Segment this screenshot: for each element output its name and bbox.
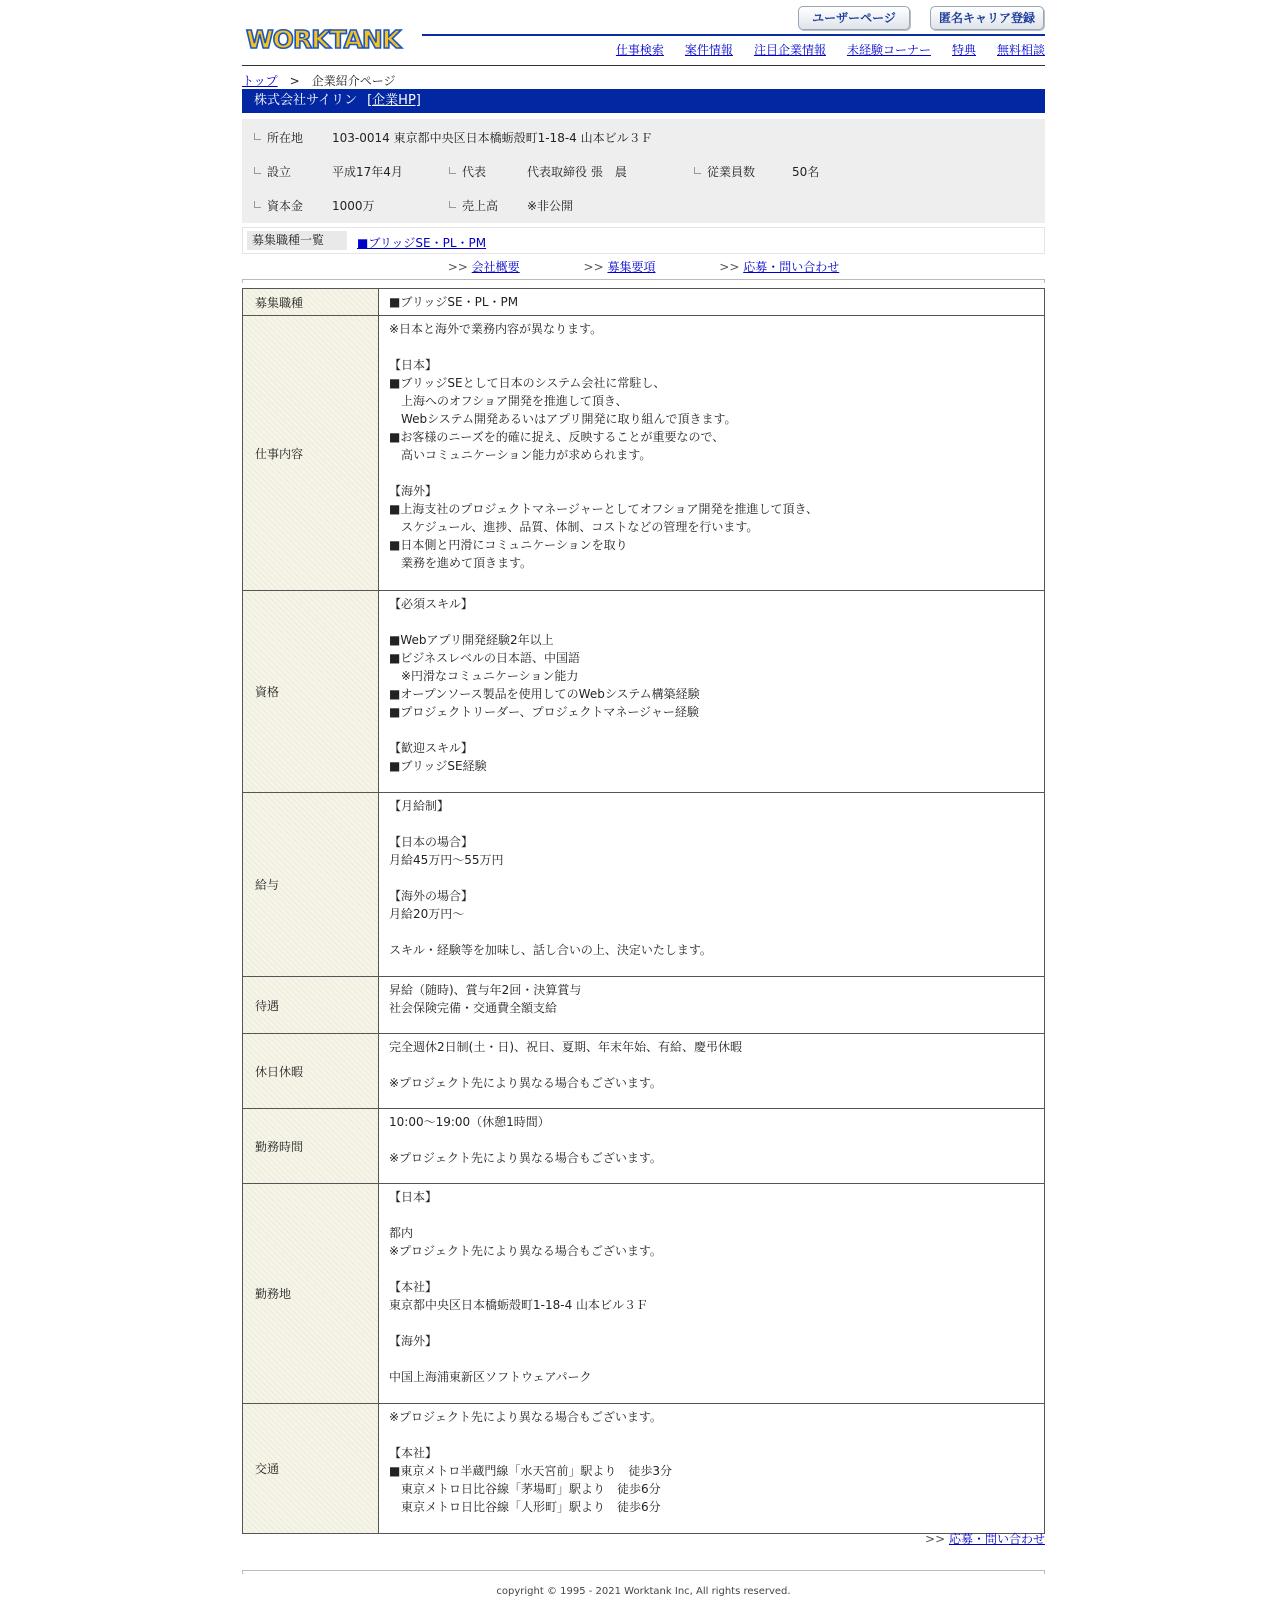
sales-label: 売上高 bbox=[449, 197, 498, 214]
section-nav bbox=[242, 258, 1045, 275]
employees-value: 50名 bbox=[792, 165, 820, 179]
cell-line: ■お客様のニーズを的確に捉え、反映することが重要なので、 bbox=[389, 430, 725, 444]
founded-label: 設立 bbox=[254, 163, 291, 180]
cell-line: ■Webアプリ開発経験2年以上 bbox=[389, 633, 554, 647]
company-overview-link[interactable]: 会社概要 bbox=[471, 260, 520, 274]
job-detail-table bbox=[242, 288, 1045, 1534]
cell-line: ■上海支社のプロジェクトマネージャーとしてオフショア開発を推進して頂き、 bbox=[389, 502, 819, 516]
capital-value: 1000万 bbox=[332, 199, 375, 213]
cell-line: 【月給制】 bbox=[389, 799, 450, 813]
company-info-box bbox=[242, 119, 1045, 223]
row-label-job-type: 募集職種 bbox=[243, 289, 379, 316]
nav-free-consultation[interactable]: 無料相談 bbox=[996, 43, 1045, 57]
apply-contact-link-bottom[interactable]: 応募・問い合わせ bbox=[948, 1532, 1045, 1546]
company-title-bar bbox=[242, 89, 1045, 113]
row-value-qualification bbox=[379, 591, 1045, 793]
cell-line bbox=[389, 923, 1034, 941]
cell-line: 【海外】 bbox=[389, 1334, 438, 1348]
footer-copyright: copyright © 1995 - 2021 Worktank Inc, All rights reserved. bbox=[496, 1586, 791, 1597]
nav-featured-companies[interactable]: 注目企業情報 bbox=[753, 43, 826, 57]
cell-line bbox=[389, 721, 1034, 739]
row-value-location bbox=[379, 1184, 1045, 1404]
representative-label: 代表 bbox=[449, 163, 486, 180]
cell-line: 【歓迎スキル】 bbox=[389, 741, 473, 755]
cell-line: 【海外の場合】 bbox=[389, 889, 474, 903]
anonymous-career-register-button[interactable]: 匿名キャリア登録 bbox=[930, 6, 1044, 30]
cell-line: 中国上海浦東新区ソフトウェアパーク bbox=[389, 1370, 592, 1384]
cell-line: 社会保険完備・交通費全額支給 bbox=[389, 1001, 558, 1015]
row-value-benefits bbox=[379, 977, 1045, 1034]
row-label-access: 交通 bbox=[243, 1404, 379, 1534]
nav-benefits[interactable]: 特典 bbox=[951, 43, 976, 57]
row-value-salary bbox=[379, 793, 1045, 977]
cell-line: 月給45万円～55万円 bbox=[389, 853, 504, 867]
section-frame-top bbox=[242, 279, 1045, 283]
table-row bbox=[243, 1184, 1045, 1404]
company-hp-link[interactable]: [企業HP] bbox=[367, 93, 421, 108]
header-divider bbox=[422, 34, 1045, 36]
cell-line: 東京メトロ日比谷線「茅場町」駅より 徒歩6分 bbox=[389, 1482, 661, 1496]
cell-line: ■ビジネスレベルの日本語、中国語 bbox=[389, 651, 580, 665]
row-value-access bbox=[379, 1404, 1045, 1534]
table-row bbox=[243, 289, 1045, 316]
cell-line bbox=[389, 1426, 1034, 1444]
row-label-salary: 給与 bbox=[243, 793, 379, 977]
capital-label: 資本金 bbox=[254, 197, 303, 214]
table-row bbox=[243, 793, 1045, 977]
row-value-job-type bbox=[379, 289, 1045, 316]
breadcrumb-separator: > bbox=[289, 74, 300, 88]
nav-beginners-corner[interactable]: 未経験コーナー bbox=[846, 43, 931, 57]
cell-line bbox=[389, 613, 1034, 631]
employees-label: 従業員数 bbox=[694, 163, 755, 180]
arrow-prefix: >> bbox=[447, 260, 468, 274]
worktank-logo[interactable] bbox=[244, 14, 404, 58]
cell-line: ■東京メトロ半蔵門線「水天宮前」駅より 徒歩3分 bbox=[389, 1464, 672, 1478]
cell-line bbox=[389, 338, 1034, 356]
cell-line: ※プロジェクト先により異なる場合もございます。 bbox=[389, 1410, 662, 1424]
cell-line bbox=[389, 1056, 1034, 1074]
user-page-button[interactable]: ユーザーページ bbox=[798, 6, 910, 30]
cell-line bbox=[389, 815, 1034, 833]
cell-line bbox=[389, 869, 1034, 887]
row-label-location: 勤務地 bbox=[243, 1184, 379, 1404]
cell-line: 【日本の場合】 bbox=[389, 835, 474, 849]
row-label-benefits: 待遇 bbox=[243, 977, 379, 1034]
job-type-link[interactable]: ■ブリッジSE・PL・PM bbox=[357, 236, 487, 250]
cell-line: ■ブリッジSEとして日本のシステム会社に常駐し、 bbox=[389, 376, 666, 390]
cell-line: 業務を進めて頂きます。 bbox=[389, 556, 533, 570]
row-label-hours: 勤務時間 bbox=[243, 1109, 379, 1184]
table-row bbox=[243, 316, 1045, 591]
cell-line bbox=[389, 1314, 1034, 1332]
cell-line: 【本社】 bbox=[389, 1280, 438, 1294]
cell-line bbox=[389, 1206, 1034, 1224]
cell-line: ※円滑なコミュニケーション能力 bbox=[389, 669, 579, 683]
representative-value: 代表取締役 張 晨 bbox=[527, 165, 627, 179]
cell-line: スキル・経験等を加味し、話し合いの上、決定いたします。 bbox=[389, 943, 712, 957]
row-label-work: 仕事内容 bbox=[243, 316, 379, 591]
cell-line: ■ブリッジSE・PL・PM bbox=[389, 295, 519, 309]
table-row bbox=[243, 977, 1045, 1034]
cell-line: 【海外】 bbox=[389, 484, 438, 498]
cell-line: ■日本側と円滑にコミュニケーションを取り bbox=[389, 538, 628, 552]
cell-line: 東京都中央区日本橋蛎殻町1-18-4 山本ビル３Ｆ bbox=[389, 1298, 649, 1312]
cell-line: 完全週休2日制(土・日)、祝日、夏期、年末年始、有給、慶弔休暇 bbox=[389, 1040, 743, 1054]
cell-line: ※プロジェクト先により異なる場合もございます。 bbox=[389, 1244, 662, 1258]
cell-line: スケジュール、進捗、品質、体制、コストなどの管理を行います。 bbox=[389, 520, 759, 534]
nav-job-search[interactable]: 仕事検索 bbox=[615, 43, 664, 57]
breadcrumb-current: 企業紹介ページ bbox=[311, 74, 396, 88]
cell-line: Webシステム開発あるいはアプリ開発に取り組んで頂きます。 bbox=[389, 412, 737, 426]
location-label: 所在地 bbox=[254, 129, 303, 146]
job-types-label: 募集職種一覧 bbox=[247, 231, 347, 250]
cell-line: 【必須スキル】 bbox=[389, 597, 473, 611]
cell-line: 【日本】 bbox=[389, 358, 438, 372]
global-nav bbox=[595, 41, 1045, 58]
apply-bottom bbox=[925, 1530, 1045, 1547]
cell-line: 【日本】 bbox=[389, 1190, 438, 1204]
cell-line: ※プロジェクト先により異なる場合もございます。 bbox=[389, 1076, 662, 1090]
row-label-holidays: 休日休暇 bbox=[243, 1034, 379, 1109]
row-value-work bbox=[379, 316, 1045, 591]
section-frame-bottom bbox=[242, 1570, 1045, 1574]
svg-text:WORKTANK: WORKTANK bbox=[246, 25, 401, 54]
header-bottom-divider bbox=[242, 65, 1045, 66]
table-row bbox=[243, 591, 1045, 793]
founded-value: 平成17年4月 bbox=[332, 165, 403, 179]
cell-line: 【本社】 bbox=[389, 1446, 438, 1460]
cell-line: 東京メトロ日比谷線「人形町」駅より 徒歩6分 bbox=[389, 1500, 661, 1514]
cell-line bbox=[389, 1131, 1034, 1149]
apply-contact-link[interactable]: 応募・問い合わせ bbox=[743, 260, 840, 274]
cell-line: 月給20万円～ bbox=[389, 907, 465, 921]
requirements-link[interactable]: 募集要項 bbox=[607, 260, 656, 274]
cell-line bbox=[389, 464, 1034, 482]
sales-value: ※非公開 bbox=[527, 199, 574, 213]
arrow-prefix: >> bbox=[925, 1532, 946, 1546]
cell-line bbox=[389, 1260, 1034, 1278]
table-row bbox=[243, 1404, 1045, 1534]
job-types-list bbox=[242, 227, 1045, 254]
cell-line: ※日本と海外で業務内容が異なります。 bbox=[389, 322, 603, 336]
cell-line: ■オープンソース製品を使用してのWebシステム構築経験 bbox=[389, 687, 700, 701]
cell-line: 10:00～19:00（休憩1時間） bbox=[389, 1115, 550, 1129]
nav-project-info[interactable]: 案件情報 bbox=[684, 43, 733, 57]
row-value-holidays bbox=[379, 1034, 1045, 1109]
cell-line: 昇給（随時)、賞与年2回・決算賞与 bbox=[389, 983, 582, 997]
row-label-qualification: 資格 bbox=[243, 591, 379, 793]
breadcrumb bbox=[242, 72, 395, 89]
company-name: 株式会社サイリン bbox=[254, 93, 358, 108]
cell-line: ※プロジェクト先により異なる場合もございます。 bbox=[389, 1151, 662, 1165]
cell-line bbox=[389, 1350, 1034, 1368]
breadcrumb-top-link[interactable]: トップ bbox=[242, 74, 278, 88]
row-value-hours bbox=[379, 1109, 1045, 1184]
cell-line: ■ブリッジSE経験 bbox=[389, 759, 487, 773]
table-row bbox=[243, 1034, 1045, 1109]
location-value: 103-0014 東京都中央区日本橋蛎殻町1-18-4 山本ビル３Ｆ bbox=[332, 131, 653, 145]
cell-line: 上海へのオフショア開発を推進して頂き、 bbox=[389, 394, 628, 408]
cell-line: 都内 bbox=[389, 1226, 414, 1240]
arrow-prefix: >> bbox=[719, 260, 740, 274]
cell-line: 高いコミュニケーション能力が求められます。 bbox=[389, 448, 652, 462]
cell-line: ■プロジェクトリーダー、プロジェクトマネージャー経験 bbox=[389, 705, 699, 719]
table-row bbox=[243, 1109, 1045, 1184]
arrow-prefix: >> bbox=[583, 260, 604, 274]
